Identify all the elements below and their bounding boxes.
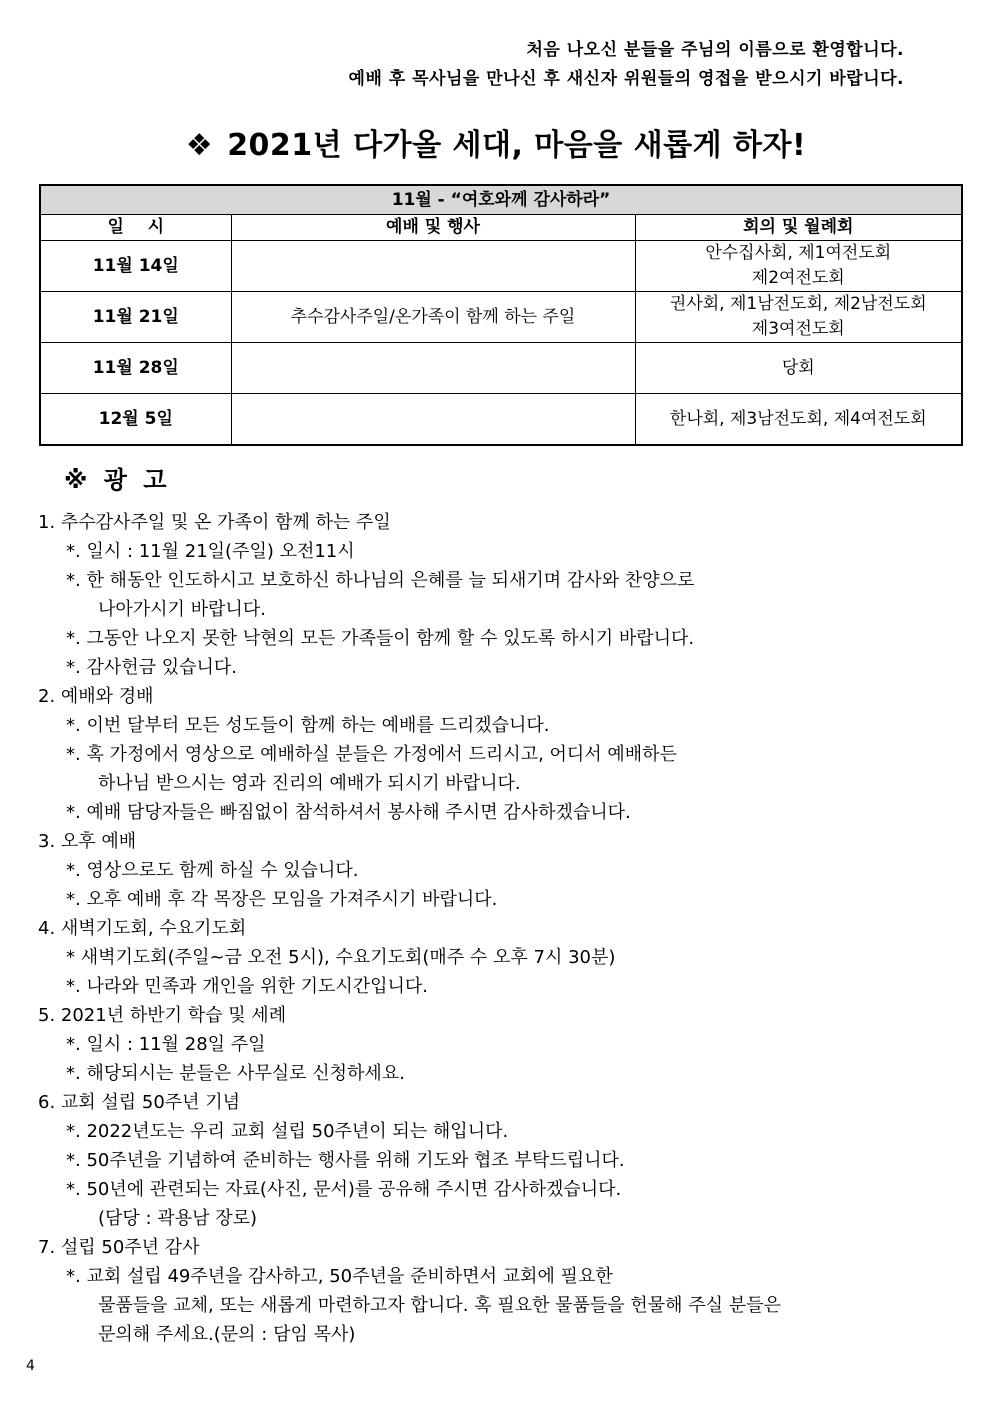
- diamond-bullet-icon: ❖: [185, 128, 214, 163]
- announcement-item: *. 이번 달부터 모든 성도들이 함께 하는 예배를 드리겠습니다.: [66, 715, 550, 736]
- announcement-heading: 6. 교회 설립 50주년 기념: [38, 1092, 241, 1113]
- welcome-line-1: 처음 나오신 분들을 주님의 이름으로 환영합니다.: [526, 40, 904, 60]
- schedule-row: [40, 343, 962, 394]
- announcement-item: *. 일시 : 11월 28일 주일: [66, 1034, 266, 1055]
- welcome-line-2: 예배 후 목사님을 만나신 후 새신자 위원들의 영접을 받으시기 바랍니다.: [348, 69, 904, 89]
- schedule-meeting: [635, 241, 962, 292]
- announcement-heading: 1. 추수감사주일 및 온 가족이 함께 하는 주일: [38, 512, 391, 533]
- announcement-item: *. 2022년도는 우리 교회 설립 50주년이 되는 해입니다.: [66, 1121, 509, 1142]
- schedule-row: [40, 394, 962, 446]
- announcement-item: *. 50년에 관련되는 자료(사진, 문서)를 공유해 주시면 감사하겠습니다.: [66, 1179, 622, 1200]
- announcement-item: *. 영상으로도 함께 하실 수 있습니다.: [66, 860, 359, 881]
- announcement-item: *. 한 해동안 인도하시고 보호하신 하나님의 은혜를 늘 되새기며 감사와 찬양으로: [66, 570, 695, 591]
- page-title-text: 2021년 다가올 세대, 마음을 새롭게 하자!: [227, 128, 807, 163]
- announcement-item-continued: 문의해 주세요.(문의 : 담임 목사): [98, 1324, 356, 1345]
- announcement-item: *. 일시 : 11월 21일(주일) 오전11시: [66, 541, 355, 562]
- announcement-item-continued: 나아가시기 바랍니다.: [98, 599, 266, 620]
- announcement-item: * 새벽기도회(주일~금 오전 5시), 수요기도회(매주 수 오후 7시 30분): [66, 947, 616, 968]
- announcement-item: *. 그동안 나오지 못한 낙현의 모든 가족들이 함께 할 수 있도록 하시기 바랍니다.: [66, 628, 695, 649]
- schedule-table: [39, 184, 963, 446]
- schedule-month-title: 11월 - “여호와께 감사하라”: [40, 185, 962, 215]
- announcement-heading: 7. 설립 50주년 감사: [38, 1237, 200, 1258]
- meeting-line: 안수집사회, 제1여전도회: [705, 243, 892, 263]
- schedule-date: 11월 28일: [40, 343, 231, 394]
- meeting-line: 제2여전도회: [751, 268, 845, 288]
- schedule-row: [40, 241, 962, 292]
- schedule-date: 12월 5일: [40, 394, 231, 446]
- announcement-item-continued: (담당 : 곽용남 장로): [98, 1208, 257, 1229]
- schedule-event: [231, 394, 635, 446]
- schedule-meeting: [635, 292, 962, 343]
- announcement-item-continued: 물품들을 교체, 또는 새롭게 마련하고자 합니다. 혹 필요한 물품들을 헌물해 주실 분들은: [98, 1295, 781, 1316]
- schedule-event: [231, 241, 635, 292]
- page-number: 4: [26, 1358, 35, 1374]
- announcement-item: *. 혹 가정에서 영상으로 예배하실 분들은 가정에서 드리시고, 어디서 예배하든: [66, 744, 677, 765]
- announcement-heading: 2. 예배와 경배: [38, 686, 154, 707]
- announcement-item: *. 50주년을 기념하여 준비하는 행사를 위해 기도와 협조 부탁드립니다.: [66, 1150, 625, 1171]
- announcement-item: *. 오후 예배 후 각 목장은 모임을 가져주시기 바랍니다.: [66, 889, 498, 910]
- schedule-meeting: 당회: [635, 343, 962, 394]
- welcome-message: [349, 36, 904, 94]
- announcements-title: ※ 광 고: [64, 466, 171, 494]
- page-title: [0, 120, 992, 164]
- meeting-line: 제3여전도회: [751, 319, 845, 339]
- announcement-item: *. 예배 담당자들은 빠짐없이 참석하셔서 봉사해 주시면 감사하겠습니다.: [66, 802, 631, 823]
- header-date: 일 시: [40, 215, 231, 241]
- schedule-event: 추수감사주일/온가족이 함께 하는 주일: [231, 292, 635, 343]
- schedule-event: [231, 343, 635, 394]
- announcement-item: *. 감사헌금 있습니다.: [66, 657, 237, 678]
- announcement-item: *. 나라와 민족과 개인을 위한 기도시간입니다.: [66, 976, 429, 997]
- header-meeting: 회의 및 월례회: [635, 215, 962, 241]
- schedule-meeting: 한나회, 제3남전도회, 제4여전도회: [635, 394, 962, 446]
- schedule-row: [40, 292, 962, 343]
- announcement-item: *. 해당되시는 분들은 사무실로 신청하세요.: [66, 1063, 405, 1084]
- schedule-header-row: [40, 215, 962, 241]
- announcement-heading: 4. 새벽기도회, 수요기도회: [38, 918, 247, 939]
- announcement-heading: 3. 오후 예배: [38, 831, 137, 852]
- meeting-line: 권사회, 제1남전도회, 제2남전도회: [669, 294, 927, 314]
- schedule-date: 11월 21일: [40, 292, 231, 343]
- schedule-date: 11월 14일: [40, 241, 231, 292]
- announcement-item: *. 교회 설립 49주년을 감사하고, 50주년을 준비하면서 교회에 필요한: [66, 1266, 613, 1287]
- header-event: 예배 및 행사: [231, 215, 635, 241]
- announcement-item-continued: 하나님 받으시는 영과 진리의 예배가 되시기 바랍니다.: [98, 773, 521, 794]
- schedule-month-row: [40, 185, 962, 215]
- announcements-list: [38, 508, 958, 1349]
- announcement-heading: 5. 2021년 하반기 학습 및 세례: [38, 1005, 287, 1026]
